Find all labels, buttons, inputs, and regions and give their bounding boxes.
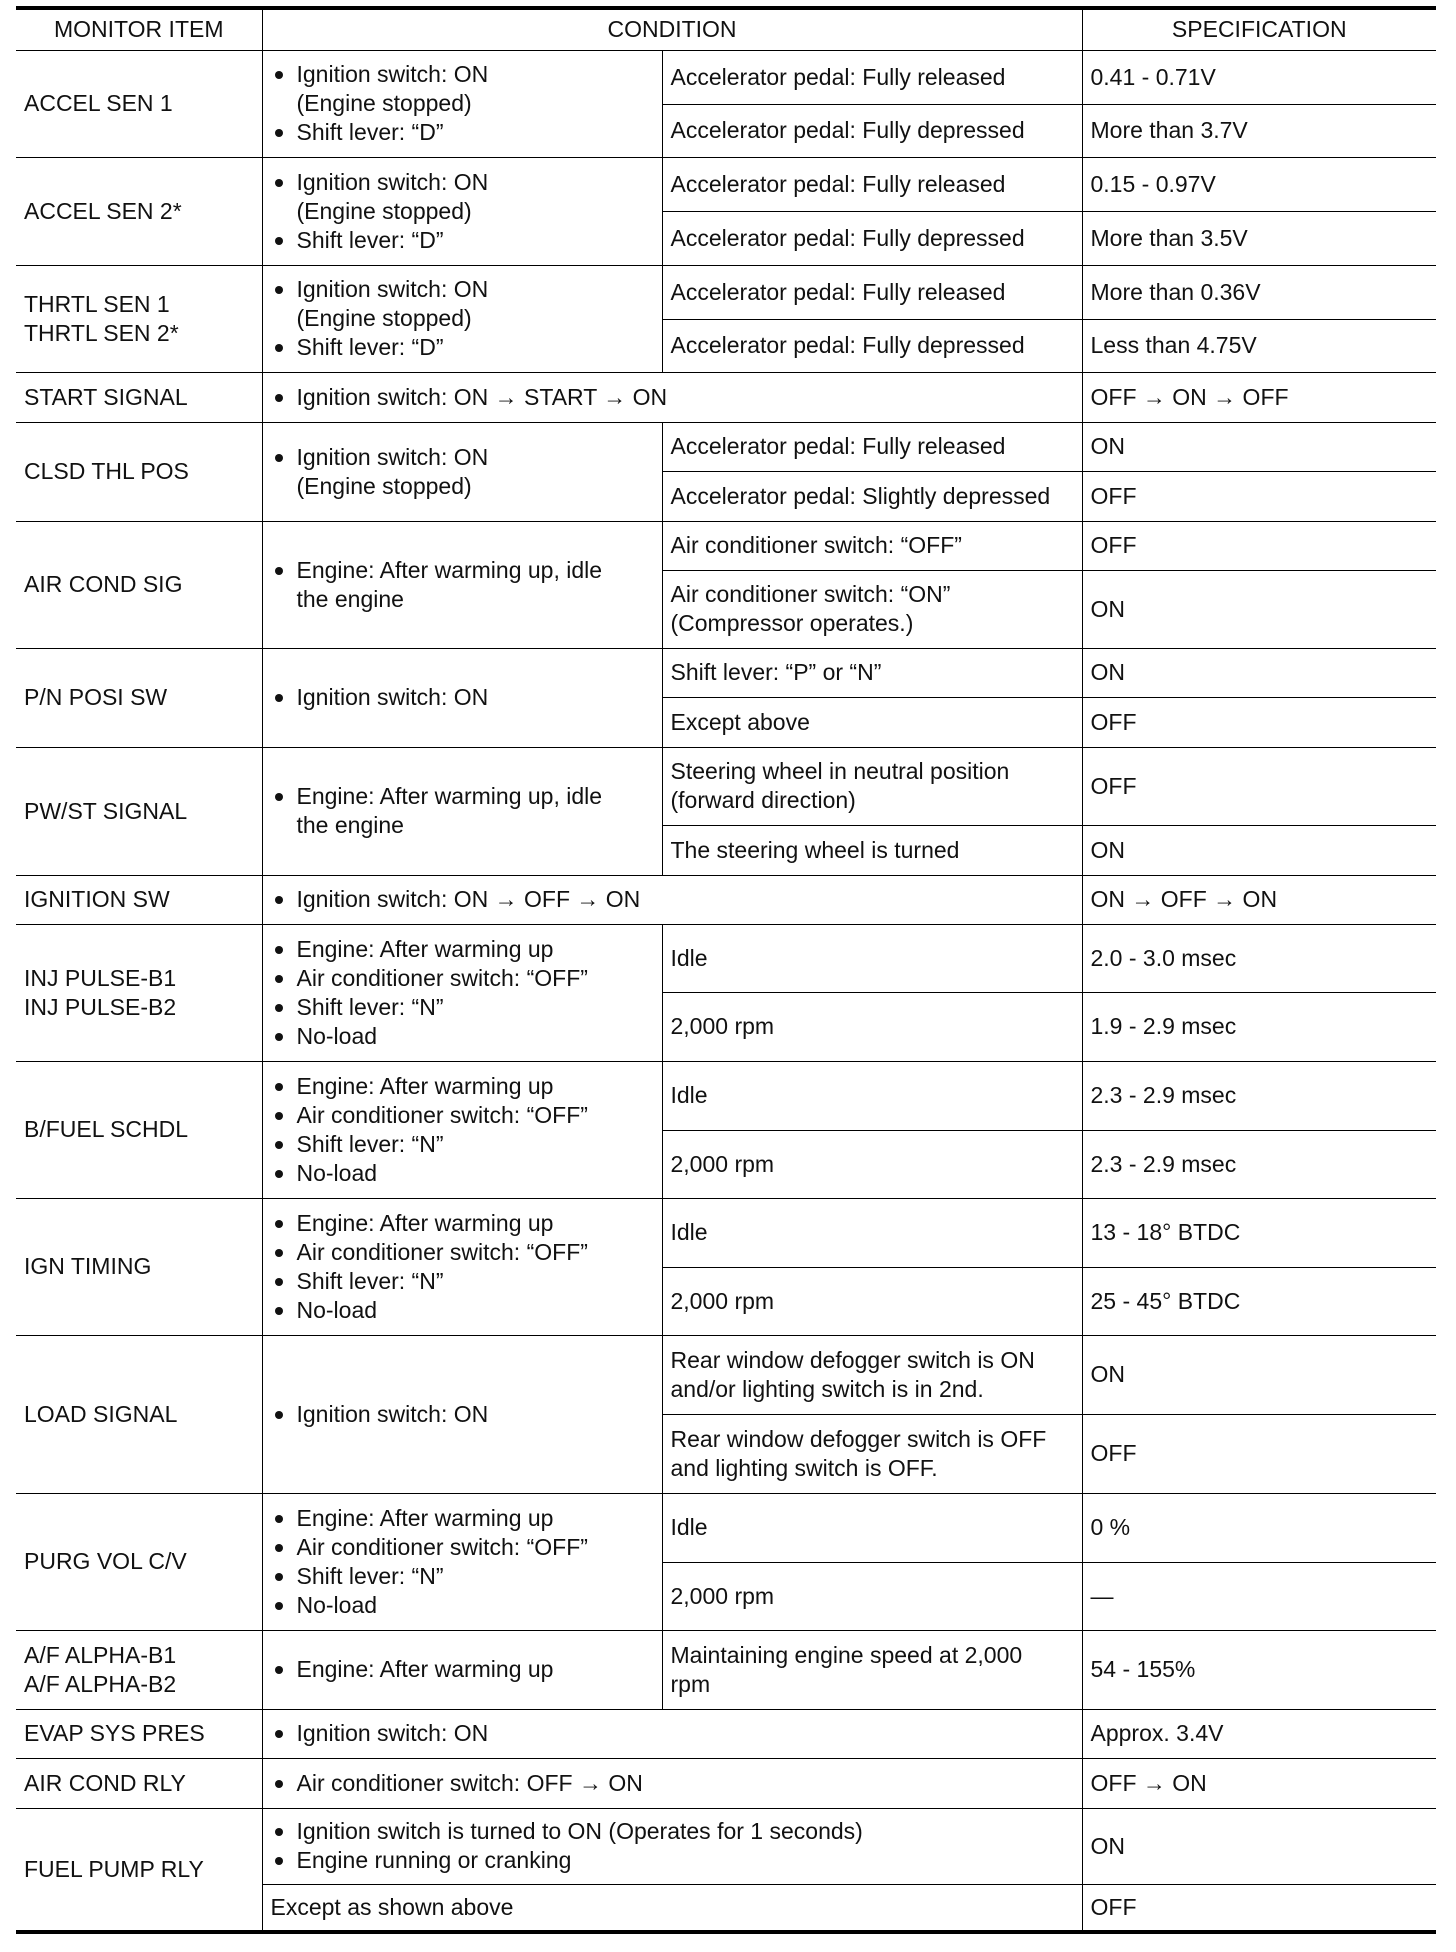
condition-bullet: Engine: After warming up [271,1072,654,1101]
monitor-item-cell: PURG VOL C/V [16,1493,262,1630]
table-row [16,521,1436,570]
sub-condition-cell: Accelerator pedal: Fully released [662,157,1082,211]
sub-condition-cell: Idle [662,924,1082,992]
specification-cell: OFF [1082,697,1436,747]
table-row [16,648,1436,697]
condition-bullet: Ignition switch: ON (Engine stopped) [271,168,654,226]
specification-cell: 0.41 - 0.71V [1082,50,1436,104]
condition-bullet: Air conditioner switch: “OFF” [271,1101,654,1130]
specification-cell: 1.9 - 2.9 msec [1082,992,1436,1061]
condition-cell [262,521,662,648]
specification-cell: OFF [1082,521,1436,570]
condition-bullet: Ignition switch: ON (Engine stopped) [271,60,654,118]
condition-cell [262,1758,1082,1808]
table-row [16,1198,1436,1267]
monitor-item-cell: IGNITION SW [16,875,262,924]
condition-bullet: Shift lever: “D” [271,118,654,147]
table-row [16,1758,1436,1808]
monitor-item-cell: INJ PULSE-B1 INJ PULSE-B2 [16,924,262,1061]
sub-condition-cell: Rear window defogger switch is OFF and lighting switch is OFF. [662,1414,1082,1493]
condition-bullet: Engine: After warming up [271,1504,654,1533]
sub-condition-cell: Steering wheel in neutral position (forward direction) [662,747,1082,825]
table-row [16,50,1436,104]
condition-bullet: Air conditioner switch: “OFF” [271,1533,654,1562]
table-row [16,1335,1436,1414]
condition-bullet: Shift lever: “N” [271,1562,654,1591]
condition-bullet: Engine: After warming up, idle the engine [271,556,654,614]
table-row [16,875,1436,924]
specification-cell: More than 0.36V [1082,265,1436,319]
sub-condition-cell: 2,000 rpm [662,1130,1082,1198]
specification-cell: 25 - 45° BTDC [1082,1267,1436,1335]
condition-cell [262,924,662,1061]
condition-cell [262,1061,662,1198]
sub-condition-cell: Air conditioner switch: “OFF” [662,521,1082,570]
specification-cell: More than 3.5V [1082,211,1436,265]
condition-bullet: Shift lever: “D” [271,333,654,362]
sub-condition-cell: 2,000 rpm [662,1562,1082,1630]
monitor-item-cell: A/F ALPHA-B1 A/F ALPHA-B2 [16,1630,262,1709]
condition-bullet: Engine: After warming up [271,1209,654,1238]
specification-cell: ON [1082,1335,1436,1414]
spec-sheet [16,6,1436,1934]
condition-bullet: Engine: After warming up, idle the engine [271,782,654,840]
sub-condition-cell: Idle [662,1061,1082,1130]
specification-cell: OFF [1082,471,1436,521]
sub-condition-cell: Accelerator pedal: Fully depressed [662,104,1082,157]
condition-cell [262,372,1082,422]
sub-condition-cell: Rear window defogger switch is ON and/or lighting switch is in 2nd. [662,1335,1082,1414]
monitor-item-cell: AIR COND SIG [16,521,262,648]
specification-cell: OFF [1082,1414,1436,1493]
table-row [16,265,1436,319]
sub-condition-cell: Except above [662,697,1082,747]
specification-cell: ON [1082,1808,1436,1884]
condition-bullet: Ignition switch is turned to ON (Operates for 1 seconds) [271,1817,1074,1846]
specification-cell: 0.15 - 0.97V [1082,157,1436,211]
specification-cell: ON [1082,825,1436,875]
table-row [16,422,1436,471]
specification-cell: ON [1082,570,1436,648]
specification-cell: OFF → ON [1082,1758,1436,1808]
sub-condition-cell: Idle [662,1493,1082,1562]
condition-bullet: Air conditioner switch: “OFF” [271,964,654,993]
monitor-item-cell: CLSD THL POS [16,422,262,521]
condition-bullet: Air conditioner switch: “OFF” [271,1238,654,1267]
specification-cell: 0 % [1082,1493,1436,1562]
table-row [16,1493,1436,1562]
condition-cell [262,1709,1082,1758]
monitor-item-cell: FUEL PUMP RLY [16,1808,262,1932]
specification-cell: ON [1082,648,1436,697]
condition-cell [262,1630,662,1709]
header-condition: CONDITION [262,8,1082,50]
specification-cell: Less than 4.75V [1082,319,1436,372]
specification-cell: 2.3 - 2.9 msec [1082,1130,1436,1198]
monitor-item-cell: B/FUEL SCHDL [16,1061,262,1198]
sub-condition-cell: 2,000 rpm [662,992,1082,1061]
condition-cell [262,50,662,157]
specification-cell: 2.3 - 2.9 msec [1082,1061,1436,1130]
sub-condition-cell: Accelerator pedal: Fully depressed [662,319,1082,372]
specification-cell: OFF → ON → OFF [1082,372,1436,422]
table-row [16,1808,1436,1884]
condition-bullet: Ignition switch: ON [271,683,654,712]
table-row [16,157,1436,211]
condition-cell [262,875,1082,924]
monitor-item-cell: LOAD SIGNAL [16,1335,262,1493]
monitor-item-cell: P/N POSI SW [16,648,262,747]
condition-bullet: Ignition switch: ON (Engine stopped) [271,275,654,333]
condition-bullet: Shift lever: “N” [271,1267,654,1296]
condition-cell: Except as shown above [262,1884,1082,1932]
condition-cell [262,1493,662,1630]
specification-cell: 13 - 18° BTDC [1082,1198,1436,1267]
sub-condition-cell: 2,000 rpm [662,1267,1082,1335]
condition-bullet: Ignition switch: ON → START → ON [271,383,1074,412]
condition-bullet: Air conditioner switch: OFF → ON [271,1769,1074,1798]
condition-bullet: Shift lever: “N” [271,1130,654,1159]
condition-bullet: Engine running or cranking [271,1846,1074,1875]
sub-condition-cell: Air conditioner switch: “ON” (Compressor operates.) [662,570,1082,648]
monitor-item-cell: IGN TIMING [16,1198,262,1335]
condition-cell [262,648,662,747]
table-row [16,1061,1436,1130]
sub-condition-cell: Idle [662,1198,1082,1267]
table-row [16,1630,1436,1709]
condition-cell [262,265,662,372]
specification-cell: Approx. 3.4V [1082,1709,1436,1758]
specification-cell: OFF [1082,747,1436,825]
specification-cell: — [1082,1562,1436,1630]
condition-cell [262,1335,662,1493]
condition-bullet: No-load [271,1022,654,1051]
specification-cell: ON [1082,422,1436,471]
condition-cell [262,747,662,875]
condition-bullet: No-load [271,1296,654,1325]
sub-condition-cell: Accelerator pedal: Fully released [662,50,1082,104]
condition-bullet: Shift lever: “D” [271,226,654,255]
sub-condition-cell: The steering wheel is turned [662,825,1082,875]
condition-bullet: No-load [271,1159,654,1188]
header-monitor-item: MONITOR ITEM [16,8,262,50]
monitor-item-cell: EVAP SYS PRES [16,1709,262,1758]
condition-bullet: Engine: After warming up [271,1655,654,1684]
table-row [16,747,1436,825]
condition-cell [262,422,662,521]
monitor-item-cell: PW/ST SIGNAL [16,747,262,875]
monitor-item-cell: START SIGNAL [16,372,262,422]
sub-condition-cell: Accelerator pedal: Fully depressed [662,211,1082,265]
condition-cell [262,1198,662,1335]
condition-bullet: Ignition switch: ON [271,1719,1074,1748]
sub-condition-cell: Shift lever: “P” or “N” [662,648,1082,697]
condition-bullet: No-load [271,1591,654,1620]
table-row [16,924,1436,992]
monitor-item-cell: THRTL SEN 1 THRTL SEN 2* [16,265,262,372]
condition-bullet: Ignition switch: ON → OFF → ON [271,885,1074,914]
specification-cell: ON → OFF → ON [1082,875,1436,924]
sub-condition-cell: Accelerator pedal: Fully released [662,422,1082,471]
monitor-item-cell: ACCEL SEN 1 [16,50,262,157]
specification-cell: More than 3.7V [1082,104,1436,157]
monitor-spec-table [16,6,1436,1934]
sub-condition-cell: Accelerator pedal: Fully released [662,265,1082,319]
condition-bullet: Engine: After warming up [271,935,654,964]
specification-cell: 2.0 - 3.0 msec [1082,924,1436,992]
sub-condition-cell: Maintaining engine speed at 2,000 rpm [662,1630,1082,1709]
monitor-item-cell: ACCEL SEN 2* [16,157,262,265]
condition-cell [262,157,662,265]
table-row [16,372,1436,422]
header-specification: SPECIFICATION [1082,8,1436,50]
condition-bullet: Ignition switch: ON (Engine stopped) [271,443,654,501]
condition-cell [262,1808,1082,1884]
specification-cell: 54 - 155% [1082,1630,1436,1709]
sub-condition-cell: Accelerator pedal: Slightly depressed [662,471,1082,521]
condition-bullet: Shift lever: “N” [271,993,654,1022]
specification-cell: OFF [1082,1884,1436,1932]
header-row [16,8,1436,50]
table-row [16,1709,1436,1758]
monitor-item-cell: AIR COND RLY [16,1758,262,1808]
condition-bullet: Ignition switch: ON [271,1400,654,1429]
